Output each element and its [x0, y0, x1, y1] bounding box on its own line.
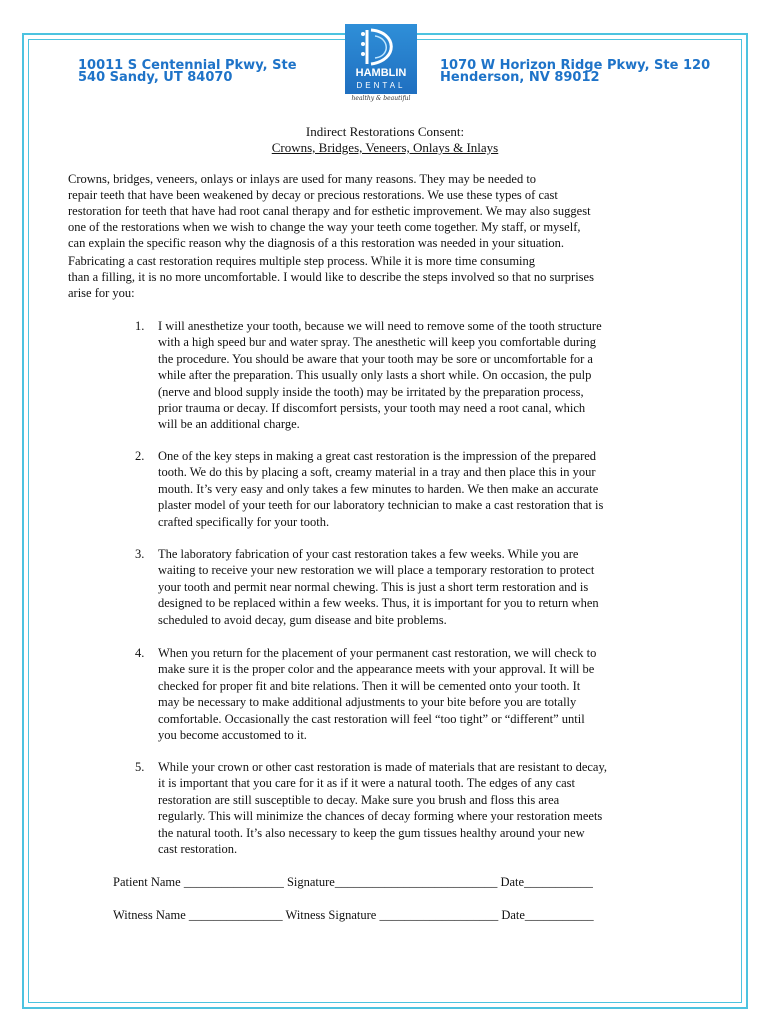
hamblin-dental-logo — [345, 24, 417, 106]
address-left — [78, 60, 297, 84]
list-item-number: 4. — [135, 646, 145, 660]
address-right-line1: 1070 W Horizon Ridge Pkwy, Ste 120 — [440, 58, 711, 73]
address-right-line2: Henderson, NV 89012 — [440, 70, 600, 85]
list-item-number: 3. — [135, 547, 145, 561]
list-item-text: When you return for the placement of your permanent cast restoration, we will check to make sure it is the proper color and the appearance meets with your approval. It will be checked for proper fit and bite relations. Then it will be cemented onto your tooth. It may be necessary to make additional adjustments to your bite before you are totally comfortable. Occasionally the cast restoration will feel “too tight” or “different” until you become accustomed to it. — [158, 646, 597, 743]
patient-signature-line[interactable]: Patient Name ________________ Signature__________________________ Date___________ — [113, 875, 593, 889]
list-item-number: 1. — [135, 319, 145, 333]
list-item-text: One of the key steps in making a great cast restoration is the impression of the prepared tooth. We do this by placing a soft, creamy material in a tray and then place this in your mouth. It’s very easy and only takes a few minutes to harden. We then make an accurate plaster model of your teeth for our laboratory technician to make a cast restoration that is crafted specifically for your tooth. — [158, 449, 604, 529]
logo-badge — [345, 24, 417, 94]
list-item-text: While your crown or other cast restoration is made of materials that are resistant to decay, it is important that you care for it as if it were a natural tooth. The edges of any cast restoration are still susceptible to decay. Make sure you brush and floss this area regularly. This will minimize the chances of decay forming where your restoration meets the natural tooth. It’s also necessary to keep the gum tissues healthy around your new cast restoration. — [158, 760, 608, 857]
logo-tagline: healthy & beautiful — [351, 95, 411, 102]
address-right — [440, 60, 710, 84]
address-left-line1: 10011 S Centennial Pkwy, Ste — [78, 58, 297, 73]
list-item-text: The laboratory fabrication of your cast restoration takes a few weeks. While you are waiting to receive your new restoration we will place a temporary restoration to protect your tooth and permit near normal chewing. This is just a short term restoration and is designed to be replaced within a few weeks. Thus, it is important for you to return when scheduled to avoid decay, gum disease and bite problems. — [158, 547, 599, 627]
intro-paragraph-1: Crowns, bridges, veneers, onlays or inlays are used for many reasons. They may be needed to repair teeth that have been weakened by decay or precious restorations. We use these types of cast restoration for teeth that have had root canal therapy and for esthetic improvement. We may also suggest one of the restorations when we wish to change the way your teeth come together. My staff, or myself, can explain the specific reason why the diagnosis of a this restoration was needed in your situation. — [68, 172, 591, 250]
list-item-text: I will anesthetize your tooth, because we will need to remove some of the tooth structure with a high speed bur and water spray. The anesthetic will keep you comfortable during the procedure. You should be aware that your tooth may be sore or uncomfortable for a while after the preparation. This usually only lasts a short while. On occasion, the pulp (nerve and blood supply inside the tooth) may be irritated by the preparation process, prior trauma or decay. If discomfort persists, your tooth may need a root canal, which will be an additional charge. — [158, 319, 602, 432]
document-title: Indirect Restorations Consent: — [305, 124, 465, 139]
intro-paragraph-2: Fabricating a cast restoration requires multiple step process. While it is more time consuming than a filling, it is no more uncomfortable. I would like to describe the steps involved so that no surprises arise for you: — [68, 254, 594, 300]
logo-name: HAMBLIN — [355, 67, 407, 79]
logo-subtitle: DENTAL — [356, 81, 406, 90]
list-item-number: 2. — [135, 449, 145, 463]
list-item-number: 5. — [135, 760, 145, 774]
document-subtitle: Crowns, Bridges, Veneers, Onlays & Inlays — [271, 140, 499, 155]
tooth-swoosh-icon — [345, 24, 417, 68]
address-left-line2: 540 Sandy, UT 84070 — [78, 70, 233, 85]
witness-signature-line[interactable]: Witness Name _______________ Witness Signature ___________________ Date___________ — [113, 908, 594, 922]
